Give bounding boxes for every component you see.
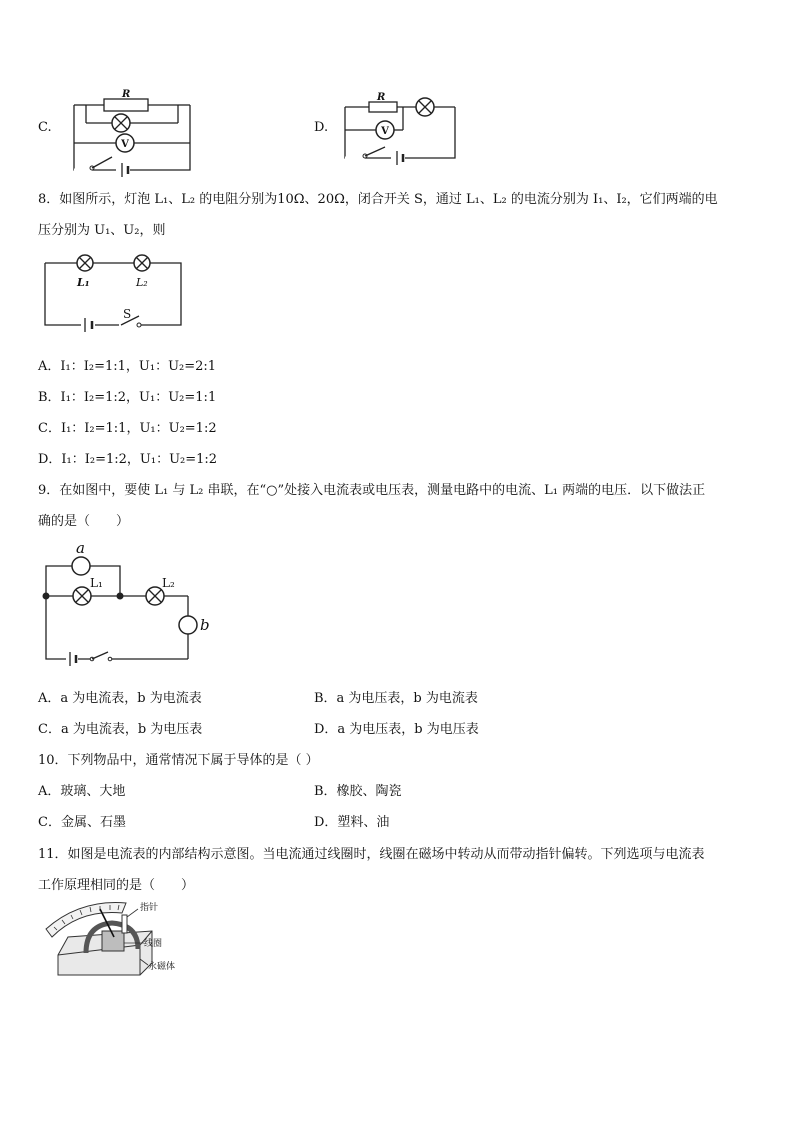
q7-d-resistor-label: R (377, 92, 386, 103)
q8-stem-line1: 8．如图所示，灯泡 L₁、L₂ 的电阻分别为10Ω、20Ω，闭合开关 S，通过 L₁、L₂ 的电流分别为 I₁、I₂，它们两端的电 (38, 192, 718, 207)
q9-circuit (40, 538, 215, 663)
q11-pointer-label: 指针 (140, 903, 159, 913)
q9-option-d[interactable]: D．a 为电压表，b 为电压表 (314, 722, 479, 737)
q9-l2-label: L₂ (162, 576, 175, 590)
q8-circuit (43, 252, 188, 332)
q7-option-c-circuit (72, 85, 192, 175)
q11-ammeter-diagram (40, 897, 200, 982)
q7-d-voltmeter-label: V (381, 126, 389, 137)
q10-option-a[interactable]: A．玻璃、大地 (38, 784, 126, 799)
q8-l1-label: L₁ (77, 276, 90, 289)
q11-magnet-label: 永磁体 (148, 962, 176, 972)
q9-l1-label: L₁ (90, 576, 103, 590)
q11-coil-label: 线圈 (144, 939, 163, 949)
q10-option-c[interactable]: C．金属、石墨 (38, 815, 126, 830)
q8-option-a[interactable]: A．I₁：I₂=1:1，U₁：U₂=2:1 (38, 359, 217, 374)
q7-option-c-label[interactable]: C. (38, 120, 52, 135)
q9-option-b[interactable]: B．a 为电压表，b 为电流表 (314, 691, 478, 706)
q11-stem-line2: 工作原理相同的是（ ） (38, 878, 195, 893)
q11-stem-line1: 11．如图是电流表的内部结构示意图。当电流通过线圈时，线圈在磁场中转动从而带动指针偏转。下列选项与电流表 (38, 847, 705, 862)
q10-option-d[interactable]: D．塑料、油 (314, 815, 390, 830)
q8-option-c[interactable]: C．I₁：I₂=1:1，U₁：U₂=1:2 (38, 421, 217, 436)
q8-option-d[interactable]: D．I₁：I₂=1:2，U₁：U₂=1:2 (38, 452, 218, 467)
q7-option-d-label[interactable]: D. (314, 120, 329, 135)
q9-meter-b-label: b (200, 616, 210, 634)
q8-l2-label: L₂ (136, 276, 148, 289)
q7-c-voltmeter-label: V (121, 139, 129, 150)
q7-option-d-circuit (343, 93, 463, 163)
q8-option-b[interactable]: B．I₁：I₂=1:2，U₁：U₂=1:1 (38, 390, 217, 405)
q9-option-a[interactable]: A．a 为电流表，b 为电流表 (38, 691, 202, 706)
q7-c-resistor-label: R (122, 89, 131, 100)
q9-stem-line1: 9．在如图中，要使 L₁ 与 L₂ 串联，在“○”处接入电流表或电压表，测量电路中的电流、L₁ 两端的电压．以下做法正 (38, 483, 706, 498)
q9-meter-a-label: a (76, 539, 85, 557)
q10-stem: 10．下列物品中，通常情况下属于导体的是（ ） (38, 753, 319, 768)
q9-option-c[interactable]: C．a 为电流表，b 为电压表 (38, 722, 203, 737)
q9-stem-line2: 确的是（ ） (38, 514, 130, 529)
q8-stem-line2: 压分别为 U₁、U₂，则 (38, 223, 166, 238)
q10-option-b[interactable]: B．橡胶、陶瓷 (314, 784, 402, 799)
q8-switch-label: S (123, 307, 132, 321)
